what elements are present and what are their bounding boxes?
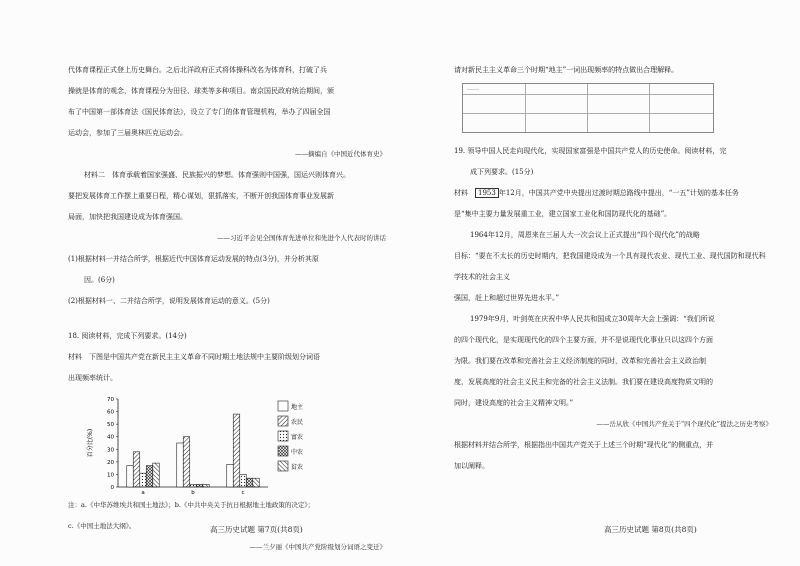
y-tick-label: 60 (107, 409, 114, 416)
passage-line: 运动会，参加了三届奥林匹克运动会。 (68, 129, 187, 137)
material-label: 材料 (454, 189, 475, 197)
answer-table-row (463, 95, 713, 114)
chart-notes: c.《中国土地法大纲》。 (68, 522, 136, 530)
question-19-title-cont: 成下列要求。(15分) (470, 168, 534, 176)
bar (133, 452, 140, 487)
passage-line: 要把发展体育工作摆上重要日程，精心谋划，狠抓落实，不断开创我国体育事业发展新 (68, 192, 334, 200)
y-tick-label: 50 (107, 422, 114, 429)
question-19-ask: 根据材料并结合所学，根据指出中国共产党关于上述三个时期“现代化”的侧重点，并 (454, 441, 714, 449)
passage-line: 1964年12月，周恩来在三届人大一次会议上正式提出“四个现代化”的战略 (470, 231, 700, 239)
bar (196, 484, 203, 487)
passage-line: 强国，赶上和超过世界先进水平。” (454, 294, 560, 302)
material-19-line (454, 183, 772, 204)
legend-label: 农民 (291, 419, 304, 426)
passage-line: 操就是体育的观念，体育课程分为田径、球类等多种项目。南京国民政府统治期间，颁 (68, 87, 334, 95)
legend-label: 中农 (291, 449, 304, 456)
passage-line: 为限。我们要在改革和完善社会主义经济制度的同时，改革和完善社会主义政治制 (454, 357, 706, 365)
answer-table-header: …… (463, 84, 713, 95)
bar (153, 463, 160, 487)
left-page (68, 60, 386, 558)
x-tick-label: c (241, 490, 245, 495)
question-18-prompt: 请对新民主主义革命三个时期“地主”一词出现频率的特点做出合理解释。 (454, 66, 679, 74)
question-17-1-cont: 因。(6分) (84, 276, 115, 284)
legend-label: 地主 (291, 404, 304, 411)
bar (146, 466, 153, 487)
question-19-title: 19. 领导中国人民走向现代化，实现国家富强是中国共产党人的历史使命。阅读材料，完 (454, 147, 727, 155)
passage-line: 是“集中主要力量发展重工业，建立国家工业化和国防现代化的基础”。 (454, 210, 672, 218)
bar (177, 443, 184, 487)
answer-table (462, 83, 714, 133)
passage-line: 年12月，中国共产党中央提出过渡时期总路线中提出，“一五”计划的基本任务 (498, 189, 739, 197)
year-box: 1953 (475, 188, 499, 198)
bar (246, 478, 253, 487)
passage-line: 布了中国第一部体育法《国民体育法》，设立了专门的体育管理机构，举办了四届全国 (68, 108, 331, 116)
legend-label: 贫农 (291, 464, 304, 471)
bar (190, 484, 197, 487)
legend-swatch (278, 431, 288, 441)
legend-swatch (278, 401, 288, 411)
bar (127, 466, 134, 487)
bar (233, 414, 240, 487)
bar (203, 484, 210, 487)
y-tick-label: 10 (107, 472, 114, 479)
chart-notes: 注：a.《中华苏维埃共和国土地法》；b.《中共中央关于抗日根据地土地政策的决定》； (68, 501, 315, 509)
bar (240, 474, 247, 487)
question-17-1: (1)根据材料一并结合所学，根据近代中国体育运动发展的特点(3分)，并分析其原 (68, 255, 319, 263)
bar (183, 437, 190, 487)
bar (140, 473, 147, 487)
right-page (454, 60, 772, 477)
question-18-title: 18. 阅读材料，完成下列要求。(14分) (68, 332, 187, 340)
y-tick-label: 70 (107, 397, 114, 403)
legend-swatch (278, 461, 288, 471)
y-axis-label: 百分比(%) (87, 428, 94, 458)
passage-line: 局面，加快把我国建设成为体育强国。 (68, 213, 187, 221)
source-citation: ——习近平会见全国体育先进单位和先进个人代表时的讲话 (217, 234, 386, 242)
passage-line: 度，发展高度的社会主义民主和完备的社会主义法制。我们要在建设高度物质文明的 (454, 378, 713, 386)
y-tick-label: 20 (107, 459, 114, 466)
legend-label: 富农 (291, 434, 304, 441)
question-17-2: (2)根据材料一、二并结合所学，说明发展体育运动的意义。(5分) (68, 297, 270, 305)
x-tick-label: a (141, 490, 145, 495)
source-citation: ——岳从欣《中国共产党关于“四个现代化”提法之历史考察》 (596, 420, 772, 428)
bar (227, 464, 234, 487)
question-19-ask-cont: 加以阐释。 (454, 462, 489, 470)
source-citation: ——摘编自《中国近代体育史》 (295, 150, 386, 158)
y-tick-label: 30 (107, 447, 114, 454)
source-citation: ——兰夕丽《中国共产党阶级划分词语之变迁》 (249, 543, 386, 551)
passage-line: 出现频率统计。 (68, 374, 117, 382)
page-footer-right: 高三历史试题 第8页(共8页) (604, 525, 697, 534)
passage-line: 的四个现代化，是实现现代化的四个主要方面，并不是说现代化事业只以这四个方面 (454, 336, 713, 344)
legend-swatch (278, 446, 288, 456)
bar-chart-svg (78, 391, 378, 495)
passage-line: 同时，建设高度的社会主义精神文明。” (454, 399, 574, 407)
table-divider (649, 84, 650, 132)
y-tick-label: 0 (110, 485, 114, 491)
material-18: 材料 下图是中国共产党在新民主主义革命不同时期土地法规中主要阶级划分词语 (68, 353, 320, 361)
passage-line: 目标：“要在不太长的历史时期内，把我国建设成为一个具有现代农业、现代工业、现代国防和现代科学技术的社会主义 (454, 252, 766, 281)
table-divider (587, 84, 588, 132)
page-footer-left: 高三历史试题 第7页(共8页) (210, 525, 303, 534)
passage-line: 代体育课程正式登上历史舞台。之后北洋政府正式将体操科改名为体育科，打破了兵 (68, 66, 327, 74)
legend-swatch (278, 416, 288, 426)
table-divider (525, 84, 526, 132)
material-two: 材料二 体育承载着国家强盛、民族振兴的梦想。体育强则中国强，国运兴则体育兴。 (84, 171, 350, 179)
x-tick-label: b (191, 490, 195, 495)
passage-line: 1979年9月，叶剑英在庆祝中华人民共和国成立30周年大会上强调：“我们所说 (470, 315, 715, 323)
bar (253, 478, 260, 487)
y-tick-label: 40 (107, 434, 114, 441)
bar-chart (68, 391, 386, 495)
